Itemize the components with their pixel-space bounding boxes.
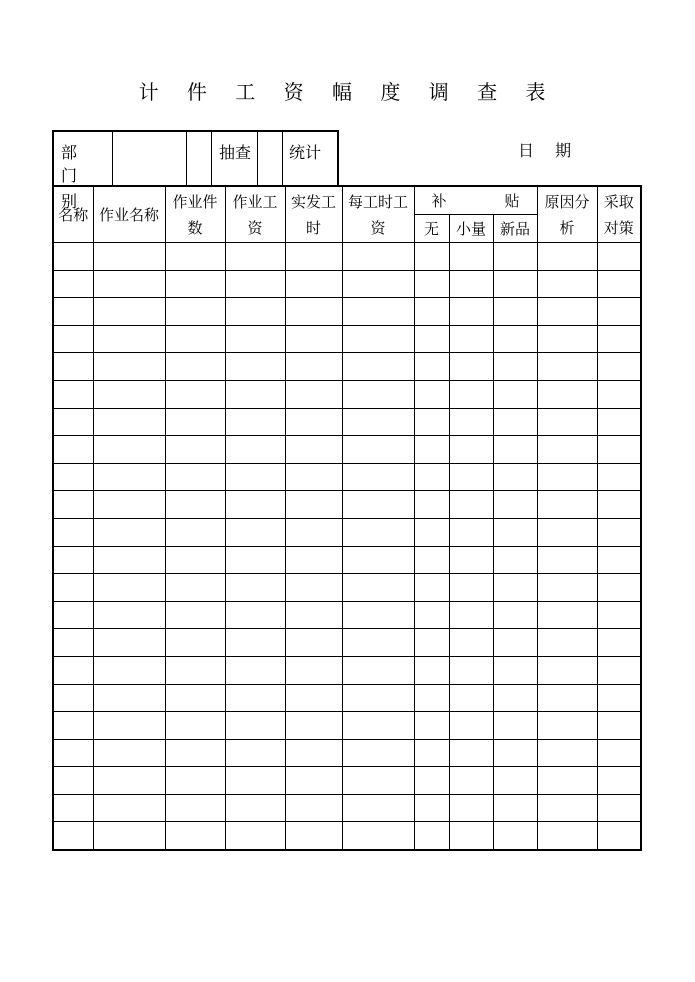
table-cell[interactable] bbox=[93, 794, 165, 822]
table-cell[interactable] bbox=[414, 574, 449, 602]
table-cell[interactable] bbox=[285, 629, 342, 657]
table-cell[interactable] bbox=[342, 794, 414, 822]
table-cell[interactable] bbox=[449, 739, 493, 767]
table-row bbox=[53, 436, 641, 464]
table-row bbox=[53, 408, 641, 436]
col-header-hours: 实发工 时 bbox=[285, 186, 342, 243]
table-cell[interactable] bbox=[53, 822, 93, 850]
table-row bbox=[53, 243, 641, 271]
table-row bbox=[53, 822, 641, 850]
dept-label-line1: 部 门 bbox=[61, 143, 84, 185]
table-cell[interactable] bbox=[493, 436, 537, 464]
table-cell[interactable] bbox=[225, 794, 285, 822]
table-cell[interactable] bbox=[449, 601, 493, 629]
table-cell[interactable] bbox=[342, 684, 414, 712]
table-cell[interactable] bbox=[285, 270, 342, 298]
table-cell[interactable] bbox=[225, 463, 285, 491]
table-cell[interactable] bbox=[449, 380, 493, 408]
table-cell[interactable] bbox=[493, 518, 537, 546]
table-cell[interactable] bbox=[53, 767, 93, 795]
table-row bbox=[53, 380, 641, 408]
table-cell[interactable] bbox=[597, 380, 641, 408]
table-cell[interactable] bbox=[285, 767, 342, 795]
table-cell[interactable] bbox=[165, 794, 225, 822]
table-cell[interactable] bbox=[597, 574, 641, 602]
table-cell[interactable] bbox=[449, 408, 493, 436]
table-cell[interactable] bbox=[93, 491, 165, 519]
table-cell[interactable] bbox=[225, 574, 285, 602]
table-row bbox=[53, 739, 641, 767]
table-cell[interactable] bbox=[342, 739, 414, 767]
table-cell[interactable] bbox=[597, 270, 641, 298]
table-cell[interactable] bbox=[225, 739, 285, 767]
col-header-hourly-wage: 每工时工 资 bbox=[342, 186, 414, 243]
table-cell[interactable] bbox=[342, 712, 414, 740]
table-cell[interactable] bbox=[537, 298, 597, 326]
table-cell[interactable] bbox=[537, 243, 597, 271]
table-cell[interactable] bbox=[285, 408, 342, 436]
table-cell[interactable] bbox=[597, 656, 641, 684]
table-cell[interactable] bbox=[285, 794, 342, 822]
table-cell[interactable] bbox=[537, 546, 597, 574]
table-cell[interactable] bbox=[93, 270, 165, 298]
form-title: 计 件 工 资 幅 度 调 查 表 bbox=[138, 80, 557, 104]
table-row bbox=[53, 767, 641, 795]
table-cell[interactable] bbox=[165, 353, 225, 381]
table-cell[interactable] bbox=[165, 408, 225, 436]
table-cell[interactable] bbox=[537, 491, 597, 519]
table-cell[interactable] bbox=[285, 298, 342, 326]
table-cell[interactable] bbox=[537, 629, 597, 657]
table-cell[interactable] bbox=[165, 574, 225, 602]
table-cell[interactable] bbox=[449, 684, 493, 712]
col-header-sub-new: 新品 bbox=[493, 215, 537, 243]
table-cell[interactable] bbox=[225, 380, 285, 408]
table-cell[interactable] bbox=[285, 684, 342, 712]
table-cell[interactable] bbox=[414, 629, 449, 657]
table-cell[interactable] bbox=[342, 822, 414, 850]
table-cell[interactable] bbox=[537, 408, 597, 436]
table-cell[interactable] bbox=[493, 629, 537, 657]
table-cell[interactable] bbox=[449, 546, 493, 574]
table-cell[interactable] bbox=[225, 353, 285, 381]
table-cell[interactable] bbox=[537, 463, 597, 491]
table-cell[interactable] bbox=[414, 380, 449, 408]
table-cell[interactable] bbox=[342, 601, 414, 629]
table-cell[interactable] bbox=[93, 574, 165, 602]
table-cell[interactable] bbox=[342, 380, 414, 408]
table-cell[interactable] bbox=[414, 822, 449, 850]
table-cell[interactable] bbox=[93, 629, 165, 657]
table-cell[interactable] bbox=[53, 794, 93, 822]
table-cell[interactable] bbox=[597, 629, 641, 657]
table-cell[interactable] bbox=[537, 574, 597, 602]
table-cell[interactable] bbox=[165, 325, 225, 353]
table-cell[interactable] bbox=[414, 656, 449, 684]
table-cell[interactable] bbox=[493, 684, 537, 712]
table-cell[interactable] bbox=[285, 739, 342, 767]
table-cell[interactable] bbox=[597, 436, 641, 464]
table-cell[interactable] bbox=[93, 325, 165, 353]
table-cell[interactable] bbox=[414, 408, 449, 436]
table-cell[interactable] bbox=[225, 270, 285, 298]
table-cell[interactable] bbox=[53, 601, 93, 629]
col-header-sub-none: 无 bbox=[414, 215, 449, 243]
table-cell[interactable] bbox=[597, 491, 641, 519]
table-cell[interactable] bbox=[342, 491, 414, 519]
table-cell[interactable] bbox=[165, 463, 225, 491]
dept-value-cell[interactable] bbox=[113, 132, 187, 185]
check-label-cell bbox=[212, 132, 258, 185]
table-cell[interactable] bbox=[449, 767, 493, 795]
table-cell[interactable] bbox=[225, 298, 285, 326]
table-cell[interactable] bbox=[493, 712, 537, 740]
table-cell[interactable] bbox=[414, 298, 449, 326]
table-row bbox=[53, 629, 641, 657]
table-cell[interactable] bbox=[53, 629, 93, 657]
table-cell[interactable] bbox=[342, 463, 414, 491]
table-cell[interactable] bbox=[449, 629, 493, 657]
table-cell[interactable] bbox=[537, 794, 597, 822]
table-cell[interactable] bbox=[449, 712, 493, 740]
header-block bbox=[52, 130, 339, 211]
table-cell[interactable] bbox=[537, 767, 597, 795]
table-cell[interactable] bbox=[53, 491, 93, 519]
table-cell[interactable] bbox=[537, 822, 597, 850]
table-row bbox=[53, 463, 641, 491]
table-cell[interactable] bbox=[449, 243, 493, 271]
table-cell[interactable] bbox=[414, 794, 449, 822]
table-cell[interactable] bbox=[93, 353, 165, 381]
table-cell[interactable] bbox=[53, 436, 93, 464]
table-cell[interactable] bbox=[537, 518, 597, 546]
table-cell[interactable] bbox=[449, 436, 493, 464]
table-cell[interactable] bbox=[449, 298, 493, 326]
table-cell[interactable] bbox=[225, 767, 285, 795]
table-cell[interactable] bbox=[93, 408, 165, 436]
table-cell[interactable] bbox=[93, 518, 165, 546]
col-header-job-name: 作业名称 bbox=[93, 186, 165, 243]
table-cell[interactable] bbox=[537, 712, 597, 740]
table-cell[interactable] bbox=[597, 408, 641, 436]
table-row bbox=[53, 794, 641, 822]
table-cell[interactable] bbox=[537, 325, 597, 353]
table-cell[interactable] bbox=[537, 436, 597, 464]
table-cell[interactable] bbox=[414, 270, 449, 298]
table-cell[interactable] bbox=[493, 822, 537, 850]
header-row-1 bbox=[53, 186, 641, 215]
table-cell[interactable] bbox=[285, 463, 342, 491]
table-cell[interactable] bbox=[285, 601, 342, 629]
table-cell[interactable] bbox=[597, 739, 641, 767]
table-cell[interactable] bbox=[93, 739, 165, 767]
table-cell[interactable] bbox=[165, 739, 225, 767]
table-cell[interactable] bbox=[493, 601, 537, 629]
table-cell[interactable] bbox=[165, 380, 225, 408]
table-cell[interactable] bbox=[597, 684, 641, 712]
table-cell[interactable] bbox=[53, 380, 93, 408]
table-cell[interactable] bbox=[493, 656, 537, 684]
table-cell[interactable] bbox=[225, 325, 285, 353]
table-cell[interactable] bbox=[414, 767, 449, 795]
table-cell[interactable] bbox=[493, 767, 537, 795]
table-cell[interactable] bbox=[285, 656, 342, 684]
table-cell[interactable] bbox=[414, 518, 449, 546]
table-cell[interactable] bbox=[493, 298, 537, 326]
table-cell[interactable] bbox=[449, 574, 493, 602]
table-cell[interactable] bbox=[342, 408, 414, 436]
table-cell[interactable] bbox=[93, 546, 165, 574]
table-cell[interactable] bbox=[53, 243, 93, 271]
table-cell[interactable] bbox=[493, 243, 537, 271]
col-header-reason: 原因分 析 bbox=[537, 186, 597, 243]
table-cell[interactable] bbox=[53, 684, 93, 712]
table-cell[interactable] bbox=[493, 408, 537, 436]
table-cell[interactable] bbox=[225, 629, 285, 657]
table-cell[interactable] bbox=[493, 574, 537, 602]
table-cell[interactable] bbox=[597, 298, 641, 326]
table-row bbox=[53, 656, 641, 684]
table-cell[interactable] bbox=[414, 243, 449, 271]
table-cell[interactable] bbox=[449, 656, 493, 684]
table-cell[interactable] bbox=[53, 518, 93, 546]
table-cell[interactable] bbox=[414, 325, 449, 353]
table-cell[interactable] bbox=[342, 325, 414, 353]
table-cell[interactable] bbox=[493, 794, 537, 822]
table-cell[interactable] bbox=[225, 436, 285, 464]
table-cell[interactable] bbox=[225, 518, 285, 546]
table-cell[interactable] bbox=[165, 656, 225, 684]
table-cell[interactable] bbox=[414, 463, 449, 491]
table-cell[interactable] bbox=[165, 767, 225, 795]
table-cell[interactable] bbox=[165, 436, 225, 464]
table-cell[interactable] bbox=[93, 822, 165, 850]
table-row bbox=[53, 491, 641, 519]
table-cell[interactable] bbox=[342, 518, 414, 546]
table-row bbox=[53, 325, 641, 353]
table-cell[interactable] bbox=[537, 739, 597, 767]
table-cell[interactable] bbox=[597, 243, 641, 271]
col-header-wage: 作业工 资 bbox=[225, 186, 285, 243]
table-cell[interactable] bbox=[53, 408, 93, 436]
table-cell[interactable] bbox=[537, 684, 597, 712]
table-cell[interactable] bbox=[165, 243, 225, 271]
table-cell[interactable] bbox=[537, 656, 597, 684]
table-cell[interactable] bbox=[285, 546, 342, 574]
table-cell[interactable] bbox=[285, 574, 342, 602]
table-row bbox=[53, 712, 641, 740]
table-cell[interactable] bbox=[493, 739, 537, 767]
table-row bbox=[53, 270, 641, 298]
table-cell[interactable] bbox=[597, 353, 641, 381]
table-cell[interactable] bbox=[93, 767, 165, 795]
table-cell[interactable] bbox=[493, 353, 537, 381]
table-cell[interactable] bbox=[165, 518, 225, 546]
survey-table bbox=[52, 185, 642, 851]
table-cell[interactable] bbox=[93, 601, 165, 629]
table-cell[interactable] bbox=[342, 243, 414, 271]
table-cell[interactable] bbox=[225, 684, 285, 712]
table-cell[interactable] bbox=[285, 243, 342, 271]
table-cell[interactable] bbox=[449, 270, 493, 298]
date-label: 日 期 bbox=[518, 141, 580, 160]
table-cell[interactable] bbox=[93, 380, 165, 408]
table-cell[interactable] bbox=[342, 574, 414, 602]
table-cell[interactable] bbox=[449, 518, 493, 546]
table-cell[interactable] bbox=[53, 325, 93, 353]
col-header-qty: 作业件 数 bbox=[165, 186, 225, 243]
table-cell[interactable] bbox=[93, 463, 165, 491]
table-cell[interactable] bbox=[342, 546, 414, 574]
table-cell[interactable] bbox=[342, 629, 414, 657]
table-cell[interactable] bbox=[342, 767, 414, 795]
table-cell[interactable] bbox=[285, 325, 342, 353]
table-cell[interactable] bbox=[493, 270, 537, 298]
table-cell[interactable] bbox=[597, 822, 641, 850]
col-header-sub-small: 小量 bbox=[449, 215, 493, 243]
table-cell[interactable] bbox=[165, 298, 225, 326]
table-cell[interactable] bbox=[93, 436, 165, 464]
table-cell[interactable] bbox=[342, 353, 414, 381]
table-cell[interactable] bbox=[342, 656, 414, 684]
dept-label-cell bbox=[54, 132, 113, 211]
table-cell[interactable] bbox=[597, 546, 641, 574]
stats-label-cell bbox=[283, 132, 339, 185]
check-label: 抽查 bbox=[219, 143, 252, 162]
table-cell[interactable] bbox=[285, 353, 342, 381]
table-cell[interactable] bbox=[225, 491, 285, 519]
table-cell[interactable] bbox=[225, 712, 285, 740]
table-cell[interactable] bbox=[53, 546, 93, 574]
table-cell[interactable] bbox=[285, 518, 342, 546]
table-cell[interactable] bbox=[537, 380, 597, 408]
table-cell[interactable] bbox=[597, 325, 641, 353]
table-cell[interactable] bbox=[225, 408, 285, 436]
table-cell[interactable] bbox=[414, 491, 449, 519]
table-cell[interactable] bbox=[597, 601, 641, 629]
table-cell[interactable] bbox=[342, 270, 414, 298]
table-cell[interactable] bbox=[53, 739, 93, 767]
table-cell[interactable] bbox=[285, 436, 342, 464]
table-cell[interactable] bbox=[493, 546, 537, 574]
table-cell[interactable] bbox=[53, 712, 93, 740]
table-cell[interactable] bbox=[53, 298, 93, 326]
table-cell[interactable] bbox=[53, 574, 93, 602]
col-header-measure: 采取 对策 bbox=[597, 186, 641, 243]
table-cell[interactable] bbox=[449, 463, 493, 491]
table-cell[interactable] bbox=[414, 712, 449, 740]
stats-label: 统计 bbox=[289, 143, 322, 162]
table-cell[interactable] bbox=[165, 270, 225, 298]
table-cell[interactable] bbox=[165, 546, 225, 574]
table-cell[interactable] bbox=[449, 491, 493, 519]
table-cell[interactable] bbox=[342, 298, 414, 326]
table-row bbox=[53, 298, 641, 326]
table-cell[interactable] bbox=[493, 380, 537, 408]
table-cell[interactable] bbox=[225, 546, 285, 574]
col-header-name: 名称 bbox=[53, 186, 93, 243]
table-cell[interactable] bbox=[285, 380, 342, 408]
table-cell[interactable] bbox=[597, 767, 641, 795]
table-cell[interactable] bbox=[93, 656, 165, 684]
table-row bbox=[53, 546, 641, 574]
table-cell[interactable] bbox=[537, 353, 597, 381]
table-cell[interactable] bbox=[493, 325, 537, 353]
table-cell[interactable] bbox=[597, 463, 641, 491]
check-value-cell[interactable] bbox=[258, 132, 283, 185]
table-cell[interactable] bbox=[93, 684, 165, 712]
table-cell[interactable] bbox=[449, 794, 493, 822]
table-cell[interactable] bbox=[165, 601, 225, 629]
table-row bbox=[53, 518, 641, 546]
table-cell[interactable] bbox=[93, 712, 165, 740]
table-cell[interactable] bbox=[493, 463, 537, 491]
table-cell[interactable] bbox=[53, 656, 93, 684]
table-cell[interactable] bbox=[414, 601, 449, 629]
table-row bbox=[53, 684, 641, 712]
table-row bbox=[53, 353, 641, 381]
table-cell[interactable] bbox=[285, 712, 342, 740]
table-row bbox=[53, 574, 641, 602]
table-cell[interactable] bbox=[597, 794, 641, 822]
table-cell[interactable] bbox=[414, 684, 449, 712]
table-cell[interactable] bbox=[414, 436, 449, 464]
table-cell[interactable] bbox=[165, 712, 225, 740]
table-cell[interactable] bbox=[342, 436, 414, 464]
table-cell[interactable] bbox=[537, 601, 597, 629]
table-cell[interactable] bbox=[493, 491, 537, 519]
table-row bbox=[53, 601, 641, 629]
table-cell[interactable] bbox=[53, 270, 93, 298]
table-cell[interactable] bbox=[165, 822, 225, 850]
table-cell[interactable] bbox=[225, 656, 285, 684]
table-cell[interactable] bbox=[597, 712, 641, 740]
table-cell[interactable] bbox=[165, 491, 225, 519]
table-cell[interactable] bbox=[449, 325, 493, 353]
table-cell[interactable] bbox=[53, 463, 93, 491]
table-cell[interactable] bbox=[449, 822, 493, 850]
table-cell[interactable] bbox=[537, 270, 597, 298]
table-cell[interactable] bbox=[53, 353, 93, 381]
table-cell[interactable] bbox=[93, 243, 165, 271]
table-cell[interactable] bbox=[165, 684, 225, 712]
table-cell[interactable] bbox=[225, 243, 285, 271]
table-cell[interactable] bbox=[597, 518, 641, 546]
table-cell[interactable] bbox=[225, 822, 285, 850]
table-cell[interactable] bbox=[165, 629, 225, 657]
table-cell[interactable] bbox=[414, 353, 449, 381]
col-header-subsidy: 补 贴 bbox=[414, 186, 537, 215]
dept-label-line2: 别 bbox=[61, 192, 78, 211]
table-cell[interactable] bbox=[414, 739, 449, 767]
table-cell[interactable] bbox=[93, 298, 165, 326]
dept-value-cell-2[interactable] bbox=[187, 132, 212, 185]
table-cell[interactable] bbox=[285, 491, 342, 519]
table-cell[interactable] bbox=[414, 546, 449, 574]
table-cell[interactable] bbox=[285, 822, 342, 850]
table-cell[interactable] bbox=[225, 601, 285, 629]
table-cell[interactable] bbox=[449, 353, 493, 381]
